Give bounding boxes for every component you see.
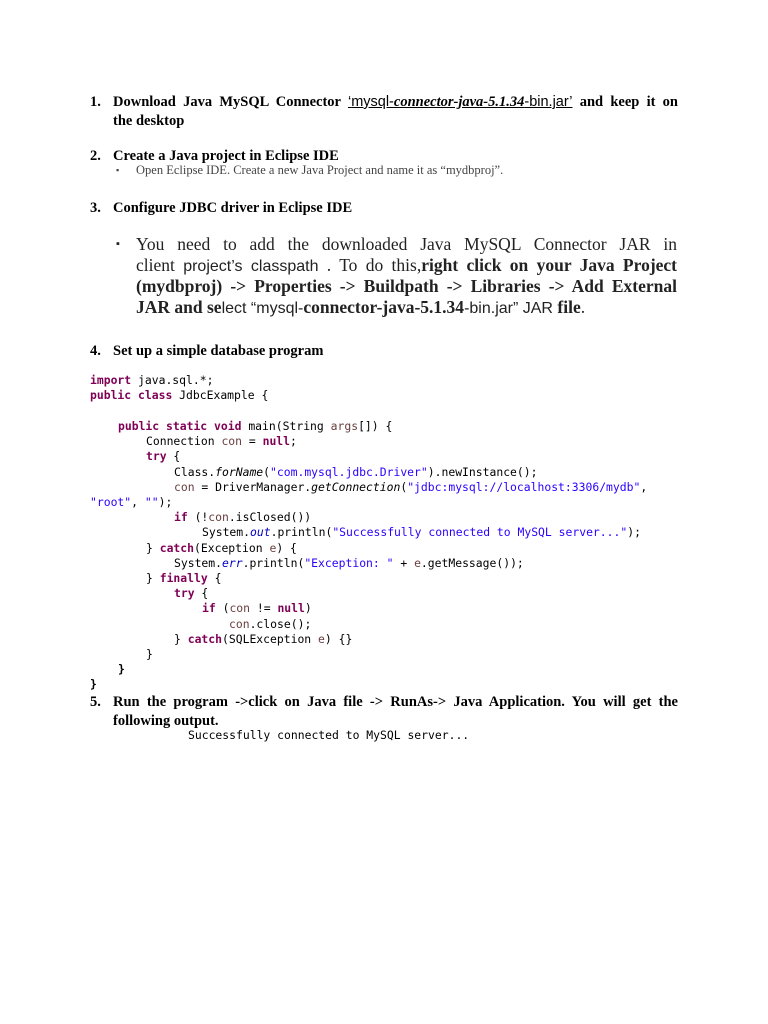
step-1-trail: and keep it on [572, 94, 678, 110]
code-line-catch: } catch(Exception e) { [146, 541, 297, 555]
step-1-line-1 [113, 93, 678, 112]
step-5-line-2: following output. [113, 713, 219, 729]
step-3-number: 3. [90, 200, 101, 216]
step-1-lead: Download Java MySQL Connector [113, 94, 348, 110]
step-3-line-1: You need to add the downloaded Java MySQL Connector JAR in [136, 234, 677, 254]
program-output: Successfully connected to MySQL server... [188, 728, 470, 742]
bullet-square-icon: ▪ [116, 165, 120, 175]
step-3-line-4: JAR and select “mysql-connector-java-5.1.34-bin.jar” JAR file. [136, 297, 586, 317]
code-line-1: import java.sql.*; [90, 373, 214, 387]
code-line-brace: } [90, 677, 97, 691]
code-line-println-error: System.err.println("Exception: " + e.getMessage()); [174, 556, 524, 570]
code-line-brace: } [118, 662, 125, 676]
code-line-try-inner: try { [174, 586, 209, 600]
step-5-line-1: Run the program ->click on Java file -> RunAs-> Java Application. You will get the [113, 694, 678, 710]
code-line-brace: } [146, 647, 153, 661]
code-line-if-closed: if (!con.isClosed()) [174, 510, 312, 524]
code-line-getconnection: con = DriverManager.getConnection("jdbc:mysql://localhost:3306/mydb", [174, 480, 648, 494]
step-4-title: Set up a simple database program [113, 343, 324, 359]
step-2-bullet-text: Open Eclipse IDE. Create a new Java Project and name it as “mydbproj”. [136, 163, 504, 177]
code-line-close: con.close(); [229, 617, 312, 631]
step-4-number: 4. [90, 343, 101, 359]
jar-filename: ‘mysql-connector-java-5.1.34-bin.jar’ [347, 94, 573, 110]
step-3-title: Configure JDBC driver in Eclipse IDE [113, 200, 353, 216]
code-line-connection: Connection con = null; [146, 434, 297, 448]
bullet-square-icon: ▪ [116, 238, 120, 250]
step-2-number: 2. [90, 148, 101, 164]
code-line-finally: } finally { [146, 571, 222, 585]
step-3-line-3: (mydbproj) -> Properties -> Buildpath -> Libraries -> Add External [136, 276, 677, 296]
code-line-println-success: System.out.println("Successfully connected to MySQL server..."); [202, 525, 641, 539]
step-1-line-2: the desktop [113, 113, 185, 129]
step-5-number: 5. [90, 694, 101, 710]
code-line-catch-sql: } catch(SQLException e) {} [174, 632, 353, 646]
code-line-2: public class JdbcExample { [90, 388, 269, 402]
step-3-line-2: client project’s classpath . To do this,right click on your Java Project [136, 255, 678, 275]
code-line-try: try { [146, 449, 181, 463]
code-line-main: public static void main(String args[]) { [118, 419, 393, 433]
code-line-if-not-null: if (con != null) [202, 601, 312, 615]
step-1-number: 1. [90, 94, 101, 110]
code-line-credentials: "root", ""); [90, 495, 173, 509]
code-line-forname: Class.forName("com.mysql.jdbc.Driver").newInstance(); [174, 465, 538, 479]
step-2-title: Create a Java project in Eclipse IDE [113, 148, 339, 164]
